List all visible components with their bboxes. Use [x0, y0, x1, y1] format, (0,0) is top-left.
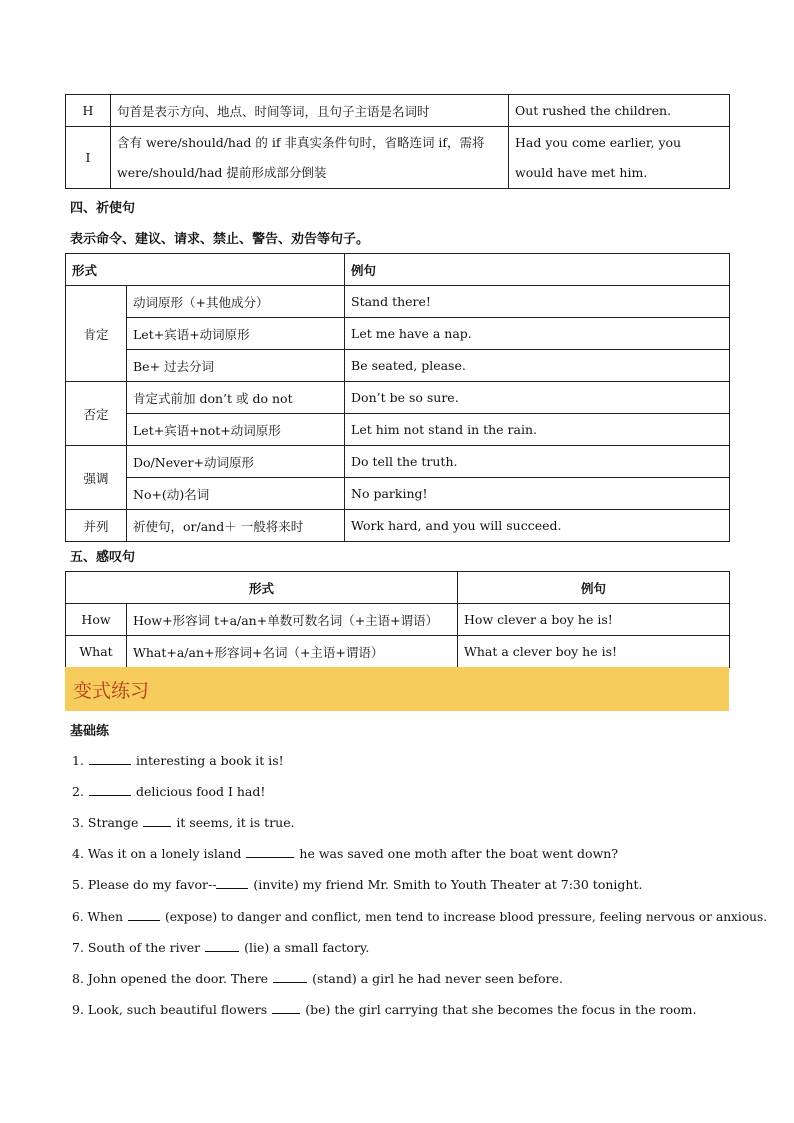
answer-blank[interactable] [89, 752, 131, 765]
exercise-suffix: delicious food I had! [135, 784, 266, 799]
answer-blank[interactable] [128, 908, 160, 921]
exercise-item [72, 970, 563, 986]
practice-banner [65, 667, 729, 711]
example-cell: Work hard, and you will succeed. [345, 510, 730, 542]
exercise-prefix: 9. Look, such beautiful flowers [72, 1002, 268, 1017]
rule-cell: 句首是表示方向、地点、时间等词，且句子主语是名词时 [111, 95, 509, 127]
table-row [66, 350, 730, 382]
exercise-item [72, 845, 618, 861]
exercise-prefix: 7. South of the river [72, 940, 201, 955]
answer-blank[interactable] [89, 783, 131, 796]
example-cell: Let him not stand in the rain. [345, 414, 730, 446]
table-row [66, 318, 730, 350]
exercise-suffix: (expose) to danger and conflict, men tend to increase blood pressure, feeling nervous or anxious. [164, 910, 768, 924]
rule-cell: 含有 were/should/had 的 if 非真实条件句时，省略连词 if，需将 were/should/had 提前形成部分倒装 [111, 127, 509, 189]
exercise-item [72, 939, 369, 955]
row-key: What [66, 636, 127, 668]
form-cell: What+a/an+形容词+名词（+主语+谓语） [127, 636, 458, 668]
exercise-prefix: 3. Strange [72, 815, 139, 830]
example-cell: Don’t be so sure. [345, 382, 730, 414]
form-cell: 动词原形（+其他成分） [127, 286, 345, 318]
form-cell: Let+宾语+动词原形 [127, 318, 345, 350]
table-row [66, 382, 730, 414]
exercise-prefix: 8. John opened the door. There [72, 971, 269, 986]
table-row [66, 636, 730, 668]
answer-blank[interactable] [143, 814, 171, 827]
section-title-imperative: 四、祈使句 [70, 201, 136, 216]
exercise-item [72, 876, 642, 892]
exercise-item [72, 1001, 696, 1017]
exercise-suffix: (invite) my friend Mr. Smith to Youth Theater at 7:30 tonight. [253, 877, 643, 892]
table-row [66, 414, 730, 446]
exercise-item [72, 814, 295, 830]
exercise-suffix: (stand) a girl he had never seen before. [312, 971, 564, 986]
table-row [66, 127, 730, 189]
answer-blank[interactable] [205, 939, 239, 952]
table-row [66, 286, 730, 318]
exercise-prefix: 4. Was it on a lonely island [72, 846, 242, 861]
section-description: 表示命令、建议、请求、禁止、警告、劝告等句子。 [70, 232, 370, 247]
exercise-prefix: 1. [72, 753, 84, 768]
banner-title: 变式练习 [73, 680, 150, 702]
table-header-row [66, 254, 730, 286]
group-label: 否定 [66, 382, 127, 446]
answer-blank[interactable] [272, 1001, 300, 1014]
form-cell: How+形容词 t+a/an+单数可数名词（+主语+谓语） [127, 604, 458, 636]
example-cell: How clever a boy he is! [458, 604, 730, 636]
example-cell: Let me have a nap. [345, 318, 730, 350]
form-cell: Do/Never+动词原形 [127, 446, 345, 478]
form-cell: Let+宾语+not+动词原形 [127, 414, 345, 446]
row-key: I [66, 127, 111, 189]
answer-blank[interactable] [216, 876, 248, 889]
example-cell: No parking! [345, 478, 730, 510]
group-label: 肯定 [66, 286, 127, 382]
example-cell: Had you come earlier, you would have met him. [509, 127, 730, 189]
exercise-item [72, 783, 265, 799]
table-row [66, 446, 730, 478]
practice-subtitle: 基础练 [70, 724, 110, 739]
exercise-suffix: he was saved one moth after the boat went down? [299, 846, 619, 861]
exercise-item [72, 908, 767, 924]
header-example: 例句 [458, 572, 730, 604]
exercise-suffix: (be) the girl carrying that she becomes the focus in the room. [305, 1002, 697, 1017]
exercise-prefix: 5. Please do my favor-- [72, 877, 217, 892]
example-cell: Be seated, please. [345, 350, 730, 382]
inversion-table [65, 94, 730, 189]
exercise-suffix: (lie) a small factory. [244, 940, 370, 955]
exercise-item [72, 752, 284, 768]
exclamatory-table [65, 571, 730, 668]
row-key: H [66, 95, 111, 127]
header-example: 例句 [345, 254, 730, 286]
exercise-suffix: it seems, it is true. [176, 815, 295, 830]
answer-blank[interactable] [273, 970, 307, 983]
example-cell: What a clever boy he is! [458, 636, 730, 668]
exercise-prefix: 2. [72, 784, 84, 799]
group-label: 强调 [66, 446, 127, 510]
example-cell: Stand there! [345, 286, 730, 318]
form-cell: No+(动)名词 [127, 478, 345, 510]
table-row [66, 95, 730, 127]
table-row [66, 604, 730, 636]
table-row [66, 510, 730, 542]
table-header-row [66, 572, 730, 604]
answer-blank[interactable] [246, 845, 294, 858]
imperative-table [65, 253, 730, 542]
row-key: How [66, 604, 127, 636]
header-form: 形式 [66, 572, 458, 604]
header-form: 形式 [66, 254, 345, 286]
section-title-exclamatory: 五、感叹句 [70, 550, 136, 565]
example-cell: Do tell the truth. [345, 446, 730, 478]
group-label: 并列 [66, 510, 127, 542]
example-cell: Out rushed the children. [509, 95, 730, 127]
table-row [66, 478, 730, 510]
form-cell: 肯定式前加 don’t 或 do not [127, 382, 345, 414]
exercise-prefix: 6. When [72, 910, 123, 924]
exercise-suffix: interesting a book it is! [135, 753, 284, 768]
form-cell: Be+ 过去分词 [127, 350, 345, 382]
form-cell: 祈使句，or/and＋ 一般将来时 [127, 510, 345, 542]
